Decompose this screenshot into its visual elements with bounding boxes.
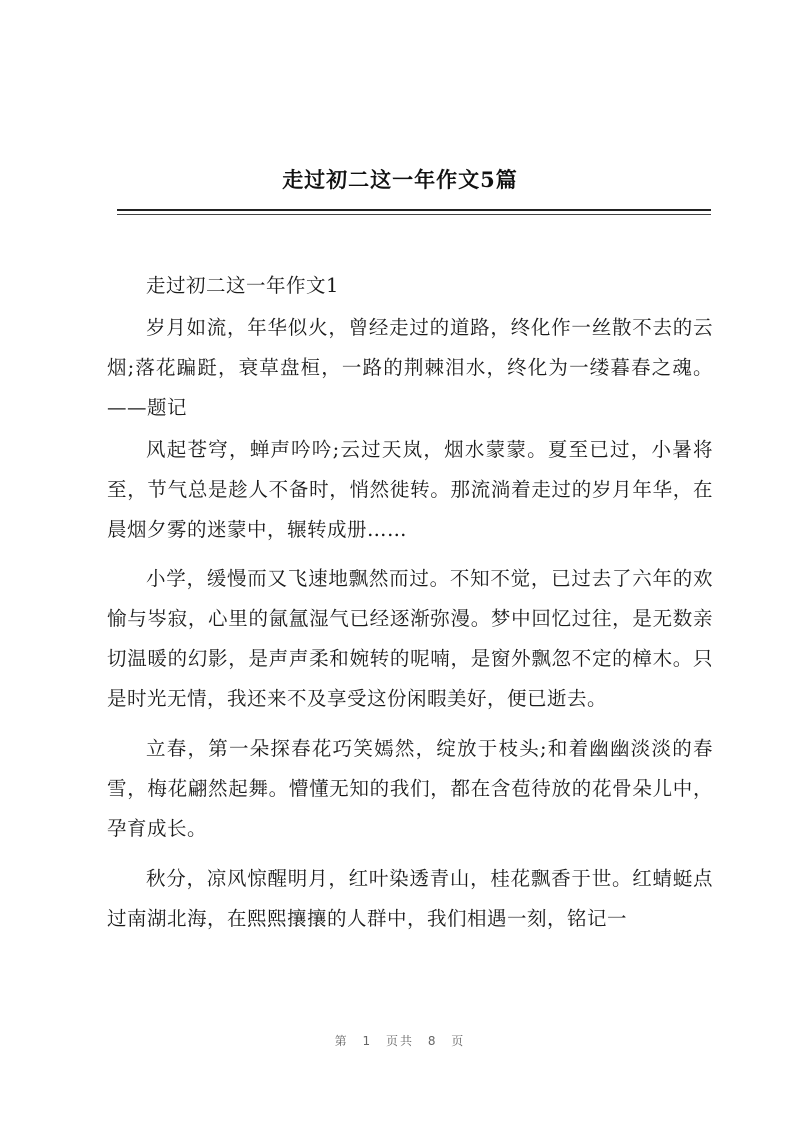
title-divider-thick bbox=[117, 209, 711, 211]
paragraph: 秋分，凉风惊醒明月，红叶染透青山，桂花飘香于世。红蜻蜓点过南湖北海，在熙熙攘攘的人群中，我们相遇一刻，铭记一 bbox=[107, 867, 713, 930]
current-page-number: 1 bbox=[362, 1034, 373, 1048]
document-body bbox=[107, 266, 713, 949]
page-label-suffix: 页 bbox=[451, 1034, 466, 1048]
total-pages-number: 8 bbox=[427, 1034, 438, 1048]
title-divider-thin bbox=[117, 214, 711, 215]
page-label-prefix: 第 bbox=[334, 1034, 349, 1048]
page-number-footer bbox=[0, 1032, 800, 1049]
paragraph: 小学，缓慢而又飞速地飘然而过。不知不觉，已过去了六年的欢愉与岑寂，心里的氤氲湿气已经逐渐弥漫。梦中回忆过往，是无数亲切温暖的幻影，是声声柔和婉转的呢喃，是窗外飘忽不定的樟木。只是时光无情，我还来不及享受这份闲暇美好，便已逝去。 bbox=[107, 567, 713, 710]
document-title: 走过初二这一年作文5篇 bbox=[282, 167, 518, 192]
page-label-mid: 页共 bbox=[385, 1034, 414, 1048]
paragraph: 风起苍穹，蝉声吟吟;云过天岚，烟水蒙蒙。夏至已过，小暑将至，节气总是趁人不备时，悄然徙转。那流淌着走过的岁月年华，在晨烟夕雾的迷蒙中，辗转成册…… bbox=[107, 438, 713, 541]
paragraph-epigraph: 岁月如流，年华似火，曾经走过的道路，终化作一丝散不去的云烟;落花蹁跹，衰草盘桓，一路的荆棘泪水，终化为一缕暮春之魂。——题记 bbox=[107, 316, 713, 419]
essay-heading: 走过初二这一年作文1 bbox=[146, 274, 339, 297]
paragraph: 立春，第一朵探春花巧笑嫣然，绽放于枝头;和着幽幽淡淡的春雪，梅花翩然起舞。懵懂无知的我们，都在含苞待放的花骨朵儿中，孕育成长。 bbox=[107, 737, 713, 840]
